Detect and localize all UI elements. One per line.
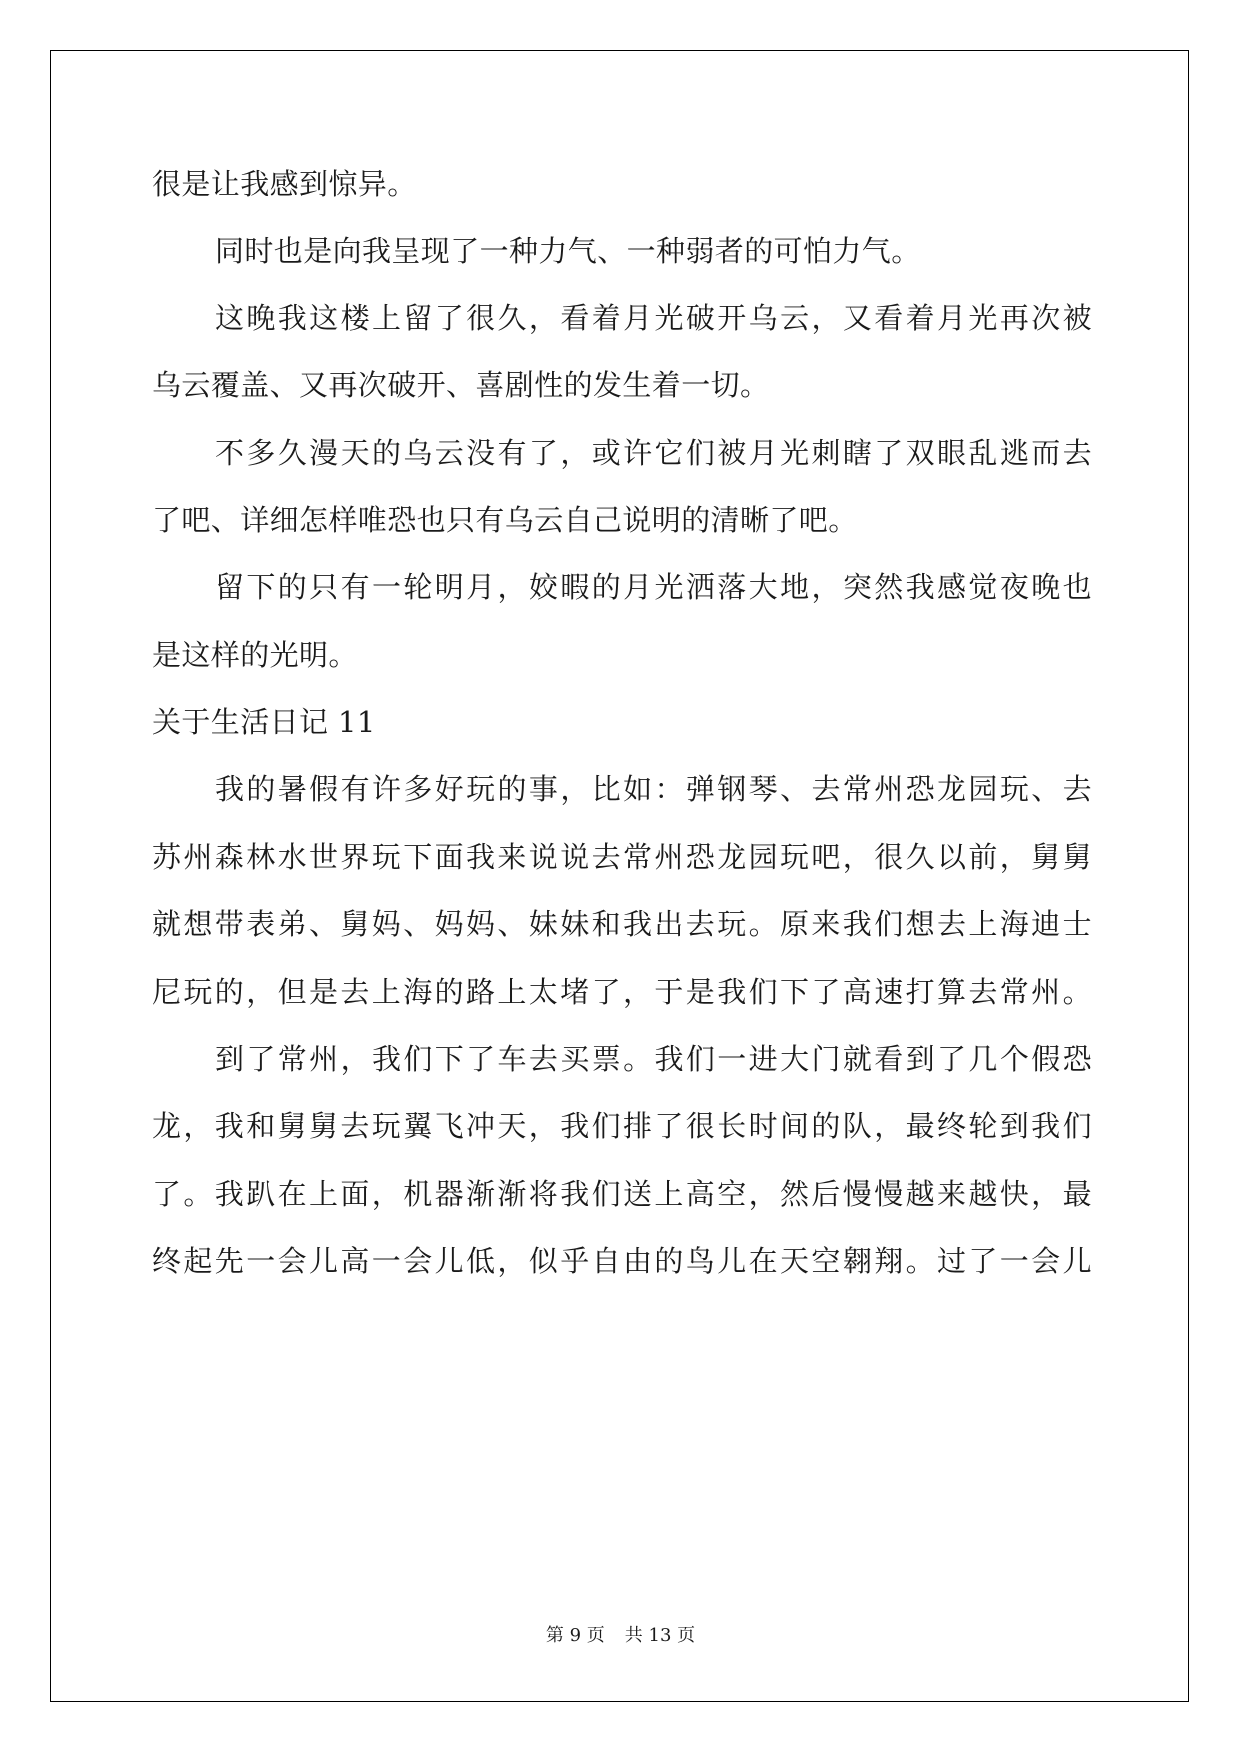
paragraph-start: 这晚我这楼上留了很久，看着月光破开乌云，又看着月光再次被 bbox=[215, 301, 1092, 335]
page-number: 第 9 页 bbox=[545, 1625, 605, 1646]
text-line: 尼玩的，但是去上海的路上太堵了，于是我们下了高速打算去常州。 bbox=[152, 975, 1092, 1009]
page-footer bbox=[0, 1624, 1241, 1648]
text-line: 了吧、详细怎样唯恐也只有乌云自己说明的清晰了吧。 bbox=[152, 503, 858, 537]
text-line: 了。我趴在上面，机器渐渐将我们送上高空，然后慢慢越来越快，最 bbox=[152, 1177, 1092, 1211]
section-heading: 关于生活日记 11 bbox=[152, 705, 376, 739]
text-line: 苏州森林水世界玩下面我来说说去常州恐龙园玩吧，很久以前，舅舅 bbox=[152, 840, 1092, 874]
text-line: 乌云覆盖、又再次破开、喜剧性的发生着一切。 bbox=[152, 368, 770, 402]
text-line: 终起先一会儿高一会儿低，似乎自由的鸟儿在天空翱翔。过了一会儿 bbox=[152, 1244, 1092, 1278]
paragraph-start: 留下的只有一轮明月，姣暇的月光洒落大地，突然我感觉夜晚也 bbox=[215, 570, 1092, 604]
paragraph-start: 同时也是向我呈现了一种力气、一种弱者的可怕力气。 bbox=[215, 234, 921, 268]
text-line: 就想带表弟、舅妈、妈妈、妹妹和我出去玩。原来我们想去上海迪士 bbox=[152, 907, 1092, 941]
text-line: 龙，我和舅舅去玩翼飞冲天，我们排了很长时间的队，最终轮到我们 bbox=[152, 1109, 1092, 1143]
text-line: 是这样的光明。 bbox=[152, 638, 358, 672]
total-pages: 共 13 页 bbox=[624, 1625, 696, 1646]
paragraph-start: 我的暑假有许多好玩的事，比如：弹钢琴、去常州恐龙园玩、去 bbox=[215, 772, 1092, 806]
paragraph-start: 不多久漫天的乌云没有了，或许它们被月光刺瞎了双眼乱逃而去 bbox=[215, 436, 1092, 470]
paragraph-start: 到了常州，我们下了车去买票。我们一进大门就看到了几个假恐 bbox=[215, 1042, 1092, 1076]
text-line: 很是让我感到惊异。 bbox=[152, 167, 417, 201]
